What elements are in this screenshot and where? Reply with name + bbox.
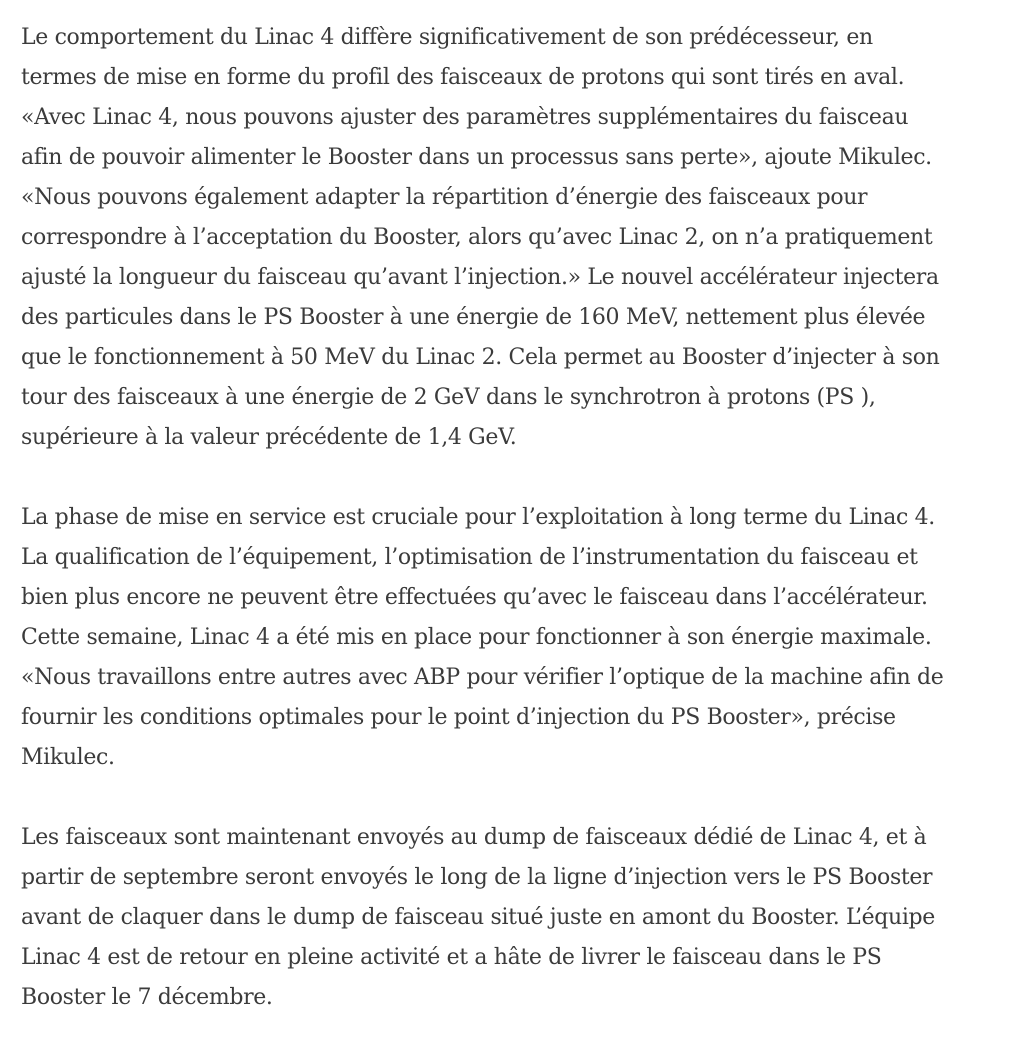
article-body: [21, 18, 1016, 1018]
paragraph-linac4-beam-shaping: Le comportement du Linac 4 diffère significativement de son prédécesseur, en termes de mise en forme du profil des faisceaux de protons qui sont tirés en aval. «Avec Linac 4, nous pouvons ajuster des paramètres supplémentaires du faisceau afin de pouvoir alimenter le Booster dans un processus sans perte», ajoute Mikulec. «Nous pouvons également adapter la répartition d’énergie des faisceaux pour correspondre à l’acceptation du Booster, alors qu’avec Linac 2, on n’a pratiquement ajusté la longueur du faisceau qu’avant l’injection.» Le nouvel accélérateur injectera des particules dans le PS Booster à une énergie de 160 MeV, nettement plus élevée que le fonctionnement à 50 MeV du Linac 2. Cela permet au Booster d’injecter à son tour des faisceaux à une énergie de 2 GeV dans le synchrotron à protons (PS ), supérieure à la valeur précédente de 1,4 GeV.: [21, 25, 940, 450]
paragraph-beam-dump: Les faisceaux sont maintenant envoyés au dump de faisceaux dédié de Linac 4, et à partir de septembre seront envoyés le long de la ligne d’injection vers le PS Booster avant de claquer dans le dump de faisceau situé juste en amont du Booster. L’équipe Linac 4 est de retour en pleine activité et a hâte de livrer le faisceau dans le PS Booster le 7 décembre.: [21, 825, 935, 1010]
paragraph-commissioning-phase: La phase de mise en service est cruciale pour l’exploitation à long terme du Linac 4. La qualification de l’équipement, l’optimisation de l’instrumentation du faisceau et bien plus encore ne peuvent être effectuées qu’avec le faisceau dans l’accélérateur. Cette semaine, Linac 4 a été mis en place pour fonctionner à son énergie maximale. «Nous travaillons entre autres avec ABP pour vérifier l’optique de la machine afin de fournir les conditions optimales pour le point d’injection du PS Booster», précise Mikulec.: [21, 505, 944, 770]
